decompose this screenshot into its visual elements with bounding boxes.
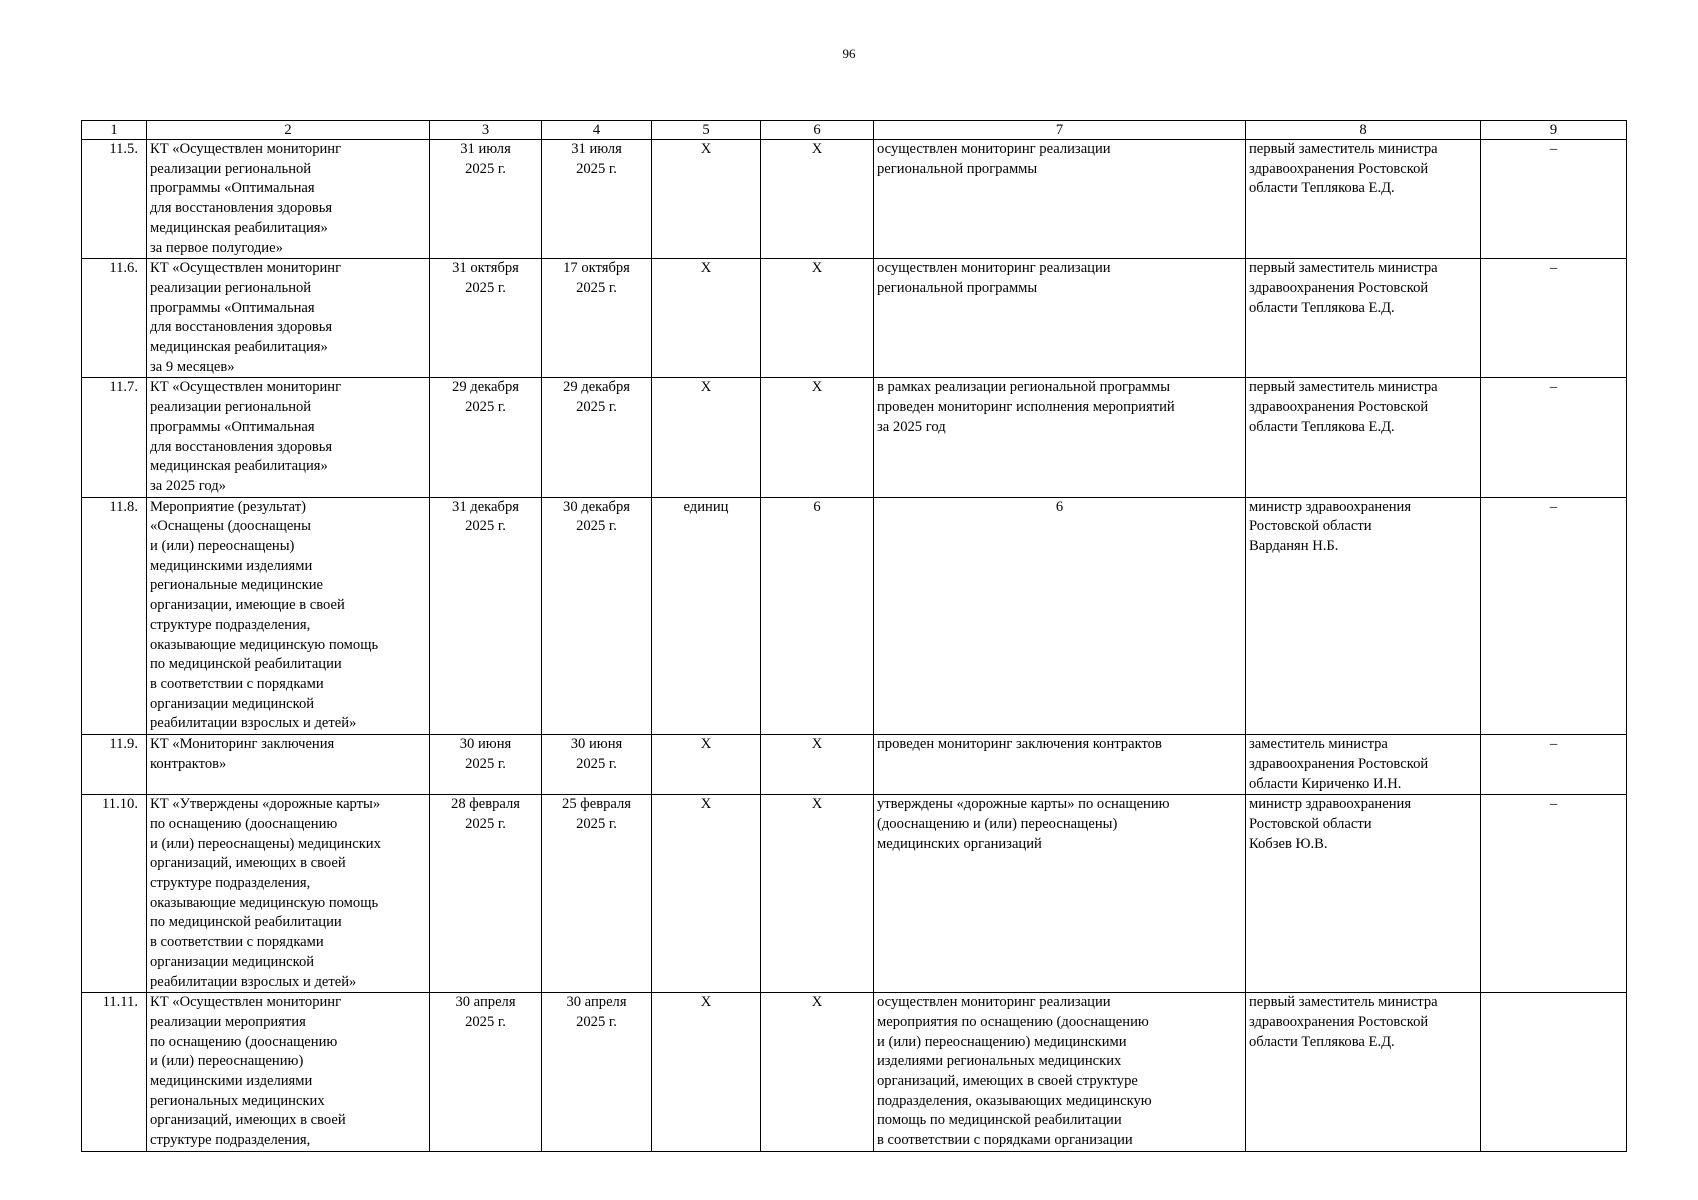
table-row <box>82 497 1627 734</box>
responsible-cell: министр здравоохранения Ростовской области Кобзев Ю.В. <box>1246 795 1481 993</box>
actual-date-cell: 30 декабря 2025 г. <box>542 497 652 734</box>
event-name-cell: КТ «Утверждены «дорожные карты» по оснащению (дооснащению и (или) переоснащены) медицинских организаций, имеющих в своей структуре подразделения, оказывающие медицинскую помощь по медицинской реабилитации в соответствии с порядками организации медицинской реабилитации взрослых и детей» <box>147 795 430 993</box>
value-cell: Х <box>761 993 874 1152</box>
note-cell: – <box>1481 378 1627 497</box>
row-number-cell: 11.7. <box>82 378 147 497</box>
result-cell: осуществлен мониторинг реализации региональной программы <box>874 259 1246 378</box>
planned-date-cell: 31 декабря 2025 г. <box>430 497 542 734</box>
table-row <box>82 735 1627 795</box>
page-number: 96 <box>842 46 856 61</box>
row-number-cell: 11.11. <box>82 993 147 1152</box>
actual-date-cell: 17 октября 2025 г. <box>542 259 652 378</box>
responsible-cell: первый заместитель министра здравоохранения Ростовской области Теплякова Е.Д. <box>1246 378 1481 497</box>
event-name-cell: КТ «Осуществлен мониторинг реализации региональной программы «Оптимальная для восстановления здоровья медицинская реабилитация» за 9 месяцев» <box>147 259 430 378</box>
column-number-cell: 2 <box>147 121 430 140</box>
planned-date-cell: 31 октября 2025 г. <box>430 259 542 378</box>
table-row <box>82 378 1627 497</box>
unit-cell: Х <box>652 993 761 1152</box>
actual-date-cell: 30 июня 2025 г. <box>542 735 652 795</box>
value-cell: Х <box>761 378 874 497</box>
responsible-cell: первый заместитель министра здравоохранения Ростовской области Теплякова Е.Д. <box>1246 259 1481 378</box>
value-cell: Х <box>761 795 874 993</box>
plan-table <box>81 120 1627 1152</box>
planned-date-cell: 29 декабря 2025 г. <box>430 378 542 497</box>
planned-date-cell: 31 июля 2025 г. <box>430 140 542 259</box>
result-cell: в рамках реализации региональной программы проведен мониторинг исполнения мероприятий за 2025 год <box>874 378 1246 497</box>
event-name-cell: КТ «Мониторинг заключения контрактов» <box>147 735 430 795</box>
responsible-cell: первый заместитель министра здравоохранения Ростовской области Теплякова Е.Д. <box>1246 993 1481 1152</box>
actual-date-cell: 29 декабря 2025 г. <box>542 378 652 497</box>
note-cell: – <box>1481 735 1627 795</box>
table-row <box>82 993 1627 1152</box>
unit-cell: Х <box>652 735 761 795</box>
column-number-cell: 9 <box>1481 121 1627 140</box>
column-number-row <box>82 121 1627 140</box>
column-number-cell: 1 <box>82 121 147 140</box>
unit-cell: Х <box>652 378 761 497</box>
unit-cell: Х <box>652 140 761 259</box>
unit-cell: Х <box>652 795 761 993</box>
responsible-cell: заместитель министра здравоохранения Ростовской области Кириченко И.Н. <box>1246 735 1481 795</box>
value-cell: Х <box>761 735 874 795</box>
column-number-cell: 7 <box>874 121 1246 140</box>
row-number-cell: 11.8. <box>82 497 147 734</box>
actual-date-cell: 31 июля 2025 г. <box>542 140 652 259</box>
unit-cell: единиц <box>652 497 761 734</box>
row-number-cell: 11.9. <box>82 735 147 795</box>
actual-date-cell: 30 апреля 2025 г. <box>542 993 652 1152</box>
value-cell: Х <box>761 259 874 378</box>
result-cell: утверждены «дорожные карты» по оснащению (дооснащению и (или) переоснащены) медицинских организаций <box>874 795 1246 993</box>
responsible-cell: первый заместитель министра здравоохранения Ростовской области Теплякова Е.Д. <box>1246 140 1481 259</box>
note-cell <box>1481 993 1627 1152</box>
result-cell: осуществлен мониторинг реализации мероприятия по оснащению (дооснащению и (или) переоснащению) медицинскими изделиями региональных медицинских организаций, имеющих в своей структуре подразделения, оказывающих медицинскую помощь по медицинской реабилитации в соответствии с порядками организации <box>874 993 1246 1152</box>
row-number-cell: 11.5. <box>82 140 147 259</box>
result-cell: проведен мониторинг заключения контрактов <box>874 735 1246 795</box>
result-cell: 6 <box>874 497 1246 734</box>
row-number-cell: 11.10. <box>82 795 147 993</box>
column-number-cell: 5 <box>652 121 761 140</box>
event-name-cell: КТ «Осуществлен мониторинг реализации мероприятия по оснащению (дооснащению и (или) переоснащению) медицинскими изделиями региональных медицинских организаций, имеющих в своей структуре подразделения, <box>147 993 430 1152</box>
row-number-cell: 11.6. <box>82 259 147 378</box>
planned-date-cell: 28 февраля 2025 г. <box>430 795 542 993</box>
table-row <box>82 259 1627 378</box>
note-cell: – <box>1481 259 1627 378</box>
column-number-cell: 8 <box>1246 121 1481 140</box>
table-row <box>82 140 1627 259</box>
note-cell: – <box>1481 795 1627 993</box>
event-name-cell: Мероприятие (результат) «Оснащены (дооснащены и (или) переоснащены) медицинскими изделиями региональные медицинские организации, имеющие в своей структуре подразделения, оказывающие медицинскую помощь по медицинской реабилитации в соответствии с порядками организации медицинской реабилитации взрослых и детей» <box>147 497 430 734</box>
planned-date-cell: 30 июня 2025 г. <box>430 735 542 795</box>
responsible-cell: министр здравоохранения Ростовской области Варданян Н.Б. <box>1246 497 1481 734</box>
unit-cell: Х <box>652 259 761 378</box>
column-number-cell: 6 <box>761 121 874 140</box>
note-cell: – <box>1481 497 1627 734</box>
value-cell: Х <box>761 140 874 259</box>
actual-date-cell: 25 февраля 2025 г. <box>542 795 652 993</box>
event-name-cell: КТ «Осуществлен мониторинг реализации региональной программы «Оптимальная для восстановления здоровья медицинская реабилитация» за первое полугодие» <box>147 140 430 259</box>
event-name-cell: КТ «Осуществлен мониторинг реализации региональной программы «Оптимальная для восстановления здоровья медицинская реабилитация» за 2025 год» <box>147 378 430 497</box>
planned-date-cell: 30 апреля 2025 г. <box>430 993 542 1152</box>
value-cell: 6 <box>761 497 874 734</box>
table-row <box>82 795 1627 993</box>
column-number-cell: 4 <box>542 121 652 140</box>
note-cell: – <box>1481 140 1627 259</box>
result-cell: осуществлен мониторинг реализации региональной программы <box>874 140 1246 259</box>
column-number-cell: 3 <box>430 121 542 140</box>
